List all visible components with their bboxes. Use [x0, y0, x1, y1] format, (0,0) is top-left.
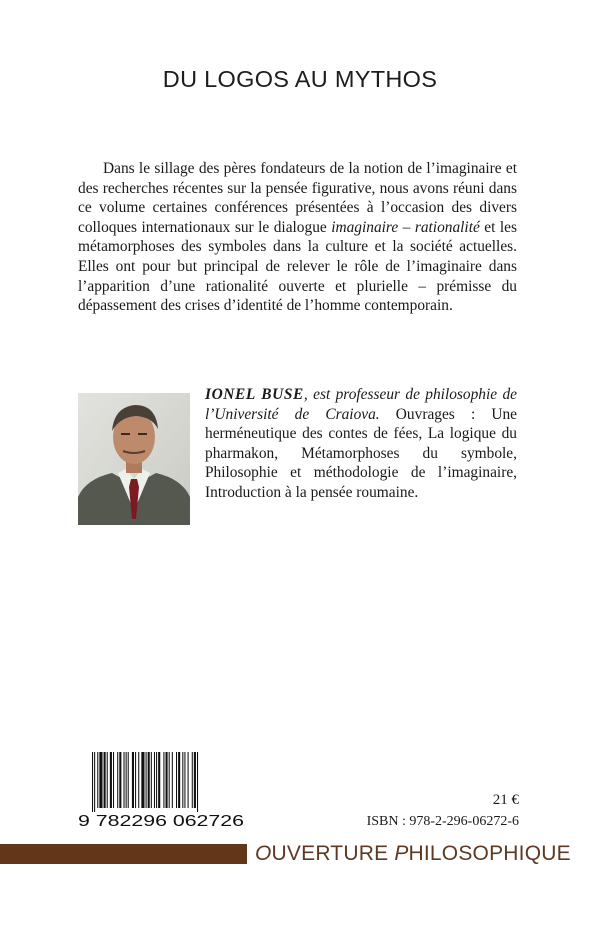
- barcode-bar: [97, 752, 98, 808]
- barcode-bars: [92, 752, 198, 812]
- collection-color-band: [0, 844, 247, 864]
- barcode-bar: [107, 752, 108, 808]
- barcode-bar: [194, 752, 196, 808]
- back-cover-summary: [78, 159, 517, 316]
- barcode-bar: [110, 752, 112, 808]
- barcode-bar: [124, 752, 125, 808]
- barcode-bar: [172, 752, 173, 808]
- barcode-bar: [192, 752, 193, 808]
- author-photo: [78, 393, 190, 525]
- collection-initial-1: O: [255, 842, 272, 865]
- barcode-bar: [166, 752, 168, 808]
- barcode-bar: [113, 752, 114, 808]
- author-works: Ouvrages : Une herméneutique des contes de fées, La logique du pharmakon, Métamorphoses du symbole, Philosophie et méthodologie de l’imaginaire, Introduction à la pensée roumaine.: [205, 405, 518, 501]
- collection-initial-2: P: [394, 842, 409, 865]
- barcode-bar: [135, 752, 136, 808]
- summary-text-2: et les métamorphoses des symboles dans la culture et la société actuelles. Elles ont pour but principal de relever le rôle de l’imaginaire dans l’apparition d’une rationalité ouverte et plurielle – prémisse du dépassement des crises d’identité de l’homme contemporain.: [78, 218, 517, 315]
- author-biography: [205, 385, 517, 503]
- barcode-bar: [99, 752, 102, 808]
- book-title: DU LOGOS AU MYTHOS: [162, 66, 438, 92]
- barcode-bar: [188, 752, 189, 808]
- barcode-bar: [92, 752, 93, 812]
- isbn-barcode: [78, 752, 244, 828]
- barcode-bar: [154, 752, 155, 808]
- barcode-bar: [128, 752, 129, 808]
- price: 21 €: [492, 792, 519, 808]
- isbn-number: ISBN : 978-2-296-06272-6: [366, 814, 519, 829]
- author-name: IONEL BUSE: [205, 386, 304, 403]
- barcode-bar: [176, 752, 177, 808]
- barcode-bar: [148, 752, 150, 808]
- barcode-bar: [141, 752, 144, 808]
- barcode-bar: [104, 752, 106, 808]
- barcode-bar: [151, 752, 152, 808]
- barcode-bar: [156, 752, 157, 808]
- barcode-bar: [132, 752, 134, 808]
- barcode-bar: [163, 752, 164, 808]
- collection-rest-1: UVERTURE: [271, 842, 395, 865]
- summary-text-1: Dans le sillage des pères fondateurs de la notion de l’imaginaire et des recherches récentes sur la pensée figurative, nous avons réuni dans ce volume certaines conférences présentées à l’occasion des divers colloques internationaux sur le dialogue: [78, 160, 517, 236]
- collection-rest-2: HILOSOPHIQUE: [408, 842, 571, 865]
- barcode-bar: [178, 752, 180, 808]
- barcode-bar: [138, 752, 139, 808]
- author-role: , est professeur de philosophie de l’Université de Craiova.: [205, 386, 518, 423]
- barcode-bar: [117, 752, 118, 808]
- summary-italic-phrase: imaginaire – rationalité: [331, 218, 480, 236]
- collection-name: [255, 842, 571, 866]
- barcode-bar: [184, 752, 185, 808]
- barcode-bar: [119, 752, 121, 808]
- barcode-bar: [182, 752, 183, 808]
- barcode-bar: [169, 752, 170, 808]
- barcode-bar: [94, 752, 95, 812]
- barcode-digits: 9 782296 062726: [78, 813, 244, 828]
- barcode-bar: [146, 752, 147, 808]
- barcode-bar: [197, 752, 198, 812]
- barcode-bar: [126, 752, 127, 808]
- barcode-bar: [158, 752, 160, 808]
